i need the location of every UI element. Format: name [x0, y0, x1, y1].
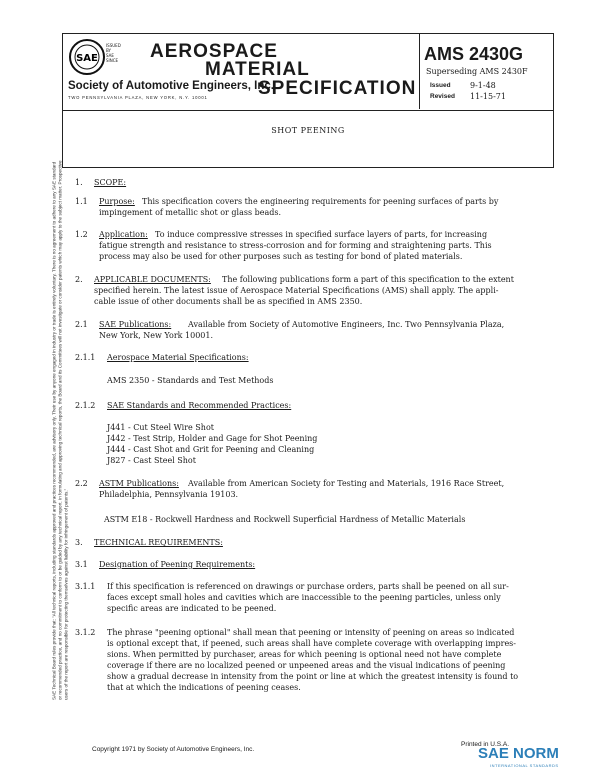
s21-num: 2.1	[75, 320, 88, 329]
s21-text-a: Available from Society of Automotive Engineers, Inc. Two Pennsylvania Plaza,	[188, 320, 505, 329]
list-item: J444 - Cast Shot and Grit for Peening and Cleaning	[107, 445, 315, 454]
s3-heading: TECHNICAL REQUIREMENTS:	[94, 538, 223, 547]
s31-heading: Designation of Peening Requirements:	[99, 560, 256, 569]
s211-num: 2.1.1	[75, 353, 96, 362]
s12-lead: Application:	[99, 230, 148, 239]
s22-lead: ASTM Publications:	[99, 479, 179, 488]
s11-text-b: impingement of metallic shot or glass beads.	[99, 208, 281, 217]
s11-lead: Purpose:	[99, 197, 135, 206]
s211-heading: Aerospace Material Specifications:	[107, 353, 249, 362]
s22-item: ASTM E18 - Rockwell Hardness and Rockwell Superficial Hardness of Metallic Materials	[104, 515, 466, 524]
s2-lead: APPLICABLE DOCUMENTS:	[94, 275, 211, 284]
copyright: Copyright 1971 by Society of Automotive Engineers, Inc.	[92, 746, 255, 753]
society-address: TWO PENNSYLVANIA PLAZA, NEW YORK, N.Y. 10001	[68, 95, 208, 100]
s12-text-b: fatigue strength and resistance to stress-corrosion and for forming and straightening parts. This	[99, 241, 492, 250]
printed-in: Printed in U.S.A.	[461, 741, 510, 748]
s2-text-b: specified herein. The latest issue of Aerospace Material Specifications (AMS) shall apply. The appli-	[94, 286, 499, 295]
s12-num: 1.2	[75, 230, 88, 239]
revised-value: 11-15-71	[470, 92, 506, 101]
s312-num: 3.1.2	[75, 628, 96, 637]
society-name: Society of Automotive Engineers, Inc.	[68, 80, 274, 92]
s12-text-c: process may also be used for other purposes such as testing for bond of plated materials.	[99, 252, 463, 261]
s3-num: 3.	[75, 538, 83, 547]
logo-seal-text: ISSUED BY SAE SINCE	[106, 43, 121, 63]
s212-heading: SAE Standards and Recommended Practices:	[107, 401, 292, 410]
s311-text-c: specific areas are indicated to be peened.	[107, 604, 277, 613]
watermark-sub: INTERNATIONAL STANDARDS	[490, 763, 559, 768]
doc-number: AMS 2430G	[424, 44, 524, 64]
document-title: SHOT PEENING	[271, 126, 345, 135]
s2-text-a: The following publications form a part of this specification to the extent	[222, 275, 514, 284]
s1-heading: SCOPE:	[94, 178, 127, 187]
s211-item: AMS 2350 - Standards and Test Methods	[107, 376, 274, 385]
s11-text-a: This specification covers the engineering requirements for peening surfaces of parts by	[142, 197, 499, 206]
logo-text: SAE	[76, 53, 98, 64]
s311-num: 3.1.1	[75, 582, 96, 591]
s11-num: 1.1	[75, 197, 88, 206]
list-item: J442 - Test Strip, Holder and Gage for Shot Peening	[107, 434, 318, 443]
s312-text-f: that at which the indications of peening ceases.	[107, 683, 301, 692]
s22-text-a: Available from American Society for Testing and Materials, 1916 Race Street,	[188, 479, 505, 488]
s12-text-a: To induce compressive stresses in specified surface layers of parts, for increasing	[155, 230, 488, 239]
side-notice	[20, 160, 100, 700]
list-item: J441 - Cut Steel Wire Shot	[107, 423, 214, 432]
issued-label: Issued	[430, 82, 451, 89]
s311-text-a: If this specification is referenced on drawings or purchase orders, parts shall be peened on all sur-	[107, 582, 509, 591]
header-divider	[419, 33, 420, 109]
s312-text-c: sions. When permitted by purchaser, areas for which peening is optional need not have complete	[107, 650, 502, 659]
s22-num: 2.2	[75, 479, 88, 488]
title-aerospace: AEROSPACE	[150, 41, 278, 62]
s312-text-e: show a gradual decrease in intensity from the point or line at which the greatest intensity is found to	[107, 672, 519, 681]
title-material: MATERIAL	[205, 59, 310, 80]
s1-num: 1.	[75, 178, 83, 187]
watermark-logo: SAE NORM	[478, 745, 559, 762]
supersedes: Superseding AMS 2430F	[426, 67, 528, 76]
s2-num: 2.	[75, 275, 83, 284]
s2-text-c: cable issue of other documents shall be as specified in AMS 2350.	[94, 297, 363, 306]
sae-logo-icon	[68, 38, 106, 76]
title-specification: SPECIFICATION	[258, 78, 417, 99]
s312-text-a: The phrase "peening optional" shall mean that peening or intensity of peening on areas so indicated	[107, 628, 515, 637]
s311-text-b: faces except small holes and cavities which are inaccessible to the peening particles, unless only	[107, 593, 501, 602]
title-box	[62, 109, 554, 168]
s22-text-b: Philadelphia, Pennsylvania 19103.	[99, 490, 239, 499]
s21-lead: SAE Publications:	[99, 320, 172, 329]
list-item: J827 - Cast Steel Shot	[107, 456, 196, 465]
s312-text-b: is optional except that, if peened, such areas shall have complete coverage with overlapping impres-	[107, 639, 516, 648]
s312-text-d: coverage if there are no localized peened or unpeened areas and the visual indications of peening	[107, 661, 506, 670]
s212-num: 2.1.2	[75, 401, 96, 410]
issued-value: 9-1-48	[470, 81, 496, 90]
side-notice-text: SAE Technical Board rules provide that: "All technical reports, including standards approved and practices recommended, are advisory only. Their use by anyone engaged in industry or trade is entirely voluntary. There is no agreement to adhere to any SAE standard or recommended practice, and no commitment to conform to or be guided by any technical report. In formulating and approving technical reports, the Board and its Committees will not investigate or consider patents which may apply to the subject matter. Prospective users of the report are responsible for protecting themselves against liability for infringement of patents."	[51, 160, 68, 700]
s21-text-b: New York, New York 10001.	[99, 331, 214, 340]
s31-num: 3.1	[75, 560, 88, 569]
revised-label: Revised	[430, 93, 455, 100]
